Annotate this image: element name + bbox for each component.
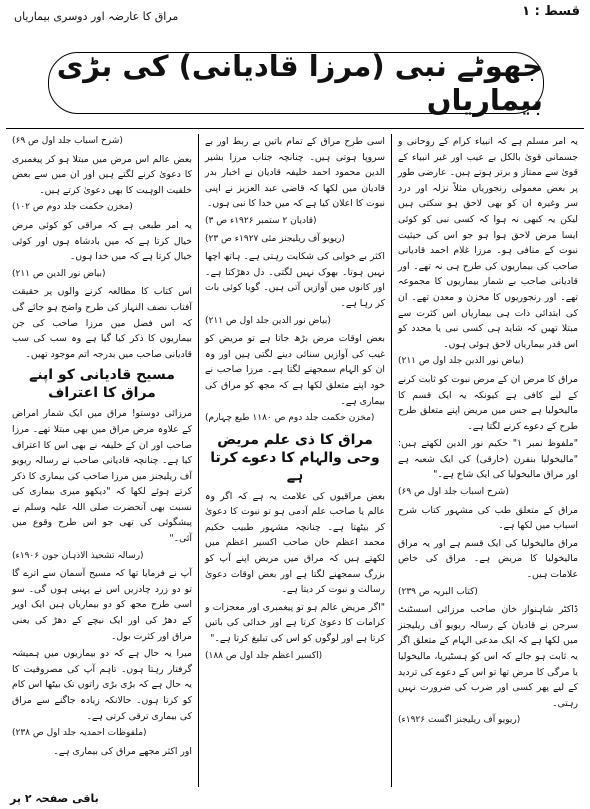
paragraph: مراق کے متعلق طب کی مشہور کتاب شرح اسباب میں لکھا ہے۔ [398,504,578,532]
paragraph: میرا یہ حال ہے کہ دو بیماریوں میں ہمیشہ گرفتار رہتا ہوں۔ تاہم آپ کی مصروفیت کا یہ حال ہے کہ بڑی بڑی راتوں تک بیٹھا اس کام کو کرتا ہوں۔ حالانکہ زیادہ جاگنے سے مراق کی بیماری ترقی کرتی ہے۔ [12,648,192,722]
citation: (قادیان ۲ ستمبر ۱۹۲۶ء ص ۳) [205,215,317,226]
citation: (مخزن حکمت جلد دوم ص ۱۱۸۰ طبع چہارم) [205,413,375,424]
article-columns [6,134,584,787]
section-heading: مسیح قادیانی کو اپنے مراق کا اعتراف [29,367,175,402]
paragraph: یہ امر مسلم ہے کہ انبیاء کرام کے روحانی و جسمانی قویٰ بالکل بے عیب اور غیر انبیاء کے قویٰ سے ممتاز و برتر ہوتے ہیں۔ عارضی طور پر بعض معمولی رنجوریاں مثلاً نزلہ اور درد سر وغیرہ ان کو بھی لاحق ہو سکتی ہیں لیکن یہ کبھی نہ ہوا کہ کسی نبی کو کوئی ایسا مرض لاحق ہوا ہو جو اس کی حیثیت نبوت کے منافی ہو۔ مرزا غلام احمد قادیانی صاحب کی بیماریوں کی طرح ہی نہ تھے۔ اور قادیانی صاحب بے شمار بیماریوں کا مجموعہ تھے۔ اور رنجوریوں کا مخزن و معدن تھے۔ ان کی ابتدائی ذات ہی بیماریاں اس کثرت سے مبتلا تھیں کہ شاید ہی کسی نبی یا مجدد کو اس قدر بیماریاں لاحق ہوئی ہوں۔ [398,136,578,350]
citation: (ملفوظات احمدیہ جلد اول ص ۲۳۸) [12,728,147,739]
paragraph: بعض عالم اس مرض میں مبتلا ہو کر پیغمبری کا دعویٰ کرنے لگتے ہیں اور ان میں سے بعض خلفیت الوہیت کا بھی دعویٰ کرتے ہیں۔ [12,153,192,196]
paragraph: "ملفوظ نمبر ۱" حکیم نور الدین لکھتے ہیں: "مالیخولیا بنفرن (خارقی) کی ایک شعبہ ہے اور مراق مالیخولیا کی ایک شاخ ہے۔" [398,438,578,481]
episode-label: قسط : ۱ [522,4,580,19]
series-title: مراق کا عارضہ اور دوسری بیماریاں [14,10,179,23]
citation: (شرح اسباب جلد اول ص ۶۹) [12,136,123,146]
column-middle [199,134,392,787]
paragraph: آپ نے فرمایا تھا کہ مسیح آسمان سے اترے گا تو دو زرد چادریں اس نے پہنی ہوں گی۔ سو اسی طرح مجھ کو دو بیماریاں ہیں ایک اوپر کے دھڑ کی اور ایک نیچے کے دھڑ کی یعنی مراق اور کثرت بول۔ [12,568,192,642]
paragraph: یہ امر طبعی ہے کہ مراقی کو کوئی مرض خیال کرتا ہے کہ میں بادشاہ ہوں اور کوئی خیال کرتا ہے کہ میں خدا ہوں۔ [12,219,192,263]
paragraph: اکثر بے خوابی کی شکایت رہتی ہے۔ ہاتھ اچھا نہیں ہوتا۔ بھوک نہیں لگتی۔ دل دھڑکتا ہے۔ اور کانوں میں آوازیں آتی ہیں۔ گویا کوئی بات کر رہا ہے۔ [205,251,385,309]
citation: (رسالہ تشحیذ الاذہان جون ۱۹۰۶ء) [12,550,144,561]
main-title: جھوٹے نبی (مرزا قادیانی) کی بڑی بیماریاں [56,49,543,117]
citation: (بیاض نور الدین جلد اول ص ۲۱۱) [205,315,331,326]
section-heading: مراق کا ذی علم مریض وحی والہام کا دعوے کرتا ہے [210,431,380,484]
paragraph: مراق کا مرض ان کے مرض نبوت کو ثابت کرنے کے لیے کافی ہے کیونکہ یہ ایک قسم کا مالیخولیا ہے جس میں مریض اپنے متعلق طرح طرح کے دعوے کرنے لگتا ہے۔ [398,373,578,432]
paragraph: اسی طرح مراق کے تمام باتیں بے ربط اور بے سروپا ہوتی ہیں۔ چنانچہ جناب مرزا بشیر الدین محمود احمد خلیفہ قادیان نے اخبار بدر قادیان میں لکھا کہ قاضی عبد العزیز نے اپنی نبوت کا اعلان کیا ہے کہ میں خدا کا نبی ہوں۔ [205,136,385,210]
citation: (مخزن حکمت جلد دوم ص ۱۰۲) [12,202,133,213]
paragraph: مرزائی دوستو! مراق میں ایک شمار امراض کے علاوہ مرض مراق میں بھی مبتلا تھے۔ مرزا صاحب اور ان کے خلیفہ نے بھی اس کا اعتراف کیا ہے۔ چنانچہ قادیانی صاحب نے رسالہ ریویو آف ریلیجنز میں مرزا صاحب کی بیماری کا ذکر کرتے ہوئے لکھا کہ "دیکھو میری بیماری کی نسبت بھی آنحضرت صلی اللہ علیہ وسلم نے پیشگوئی کی تھی جو اس طرح وقوع میں آئی۔" [12,408,192,545]
paragraph: ڈاکٹر شاہنواز خان صاحب مرزائی اسسٹنٹ سرجن نے قادیان کے رسالہ ریویو آف ریلیجنز میں لکھا ہے کہ ایک مدعی الہام کے متعلق اگر یہ ثابت ہو جائے کہ اس کو ہسٹیریا، مالیخولیا یا مرگی کا مرض تھا تو اس کے دعوے کی تردید کے لیے پھر کسی اور ضرب کی ضرورت نہیں رہتی۔ [398,604,578,709]
paragraph: بعض اوقات مرض بڑھ جاتا ہے تو مریض کو غیب کی آوازیں سنائی دینے لگتی ہیں اور وہ ان کو الہام سمجھنے لگتا ہے۔ مرزا صاحب نے خود اپنے متعلق لکھا ہے کہ مجھ کو مراق کی بیماری ہے۔ [205,333,385,407]
paragraph: اس کتاب کا مطالعہ کرنے والوں پر حقیقت آفتاب نصف النہار کی طرح واضح ہو جائے گی کہ اس فصل میں مرزا صاحب کی جن بیماریوں کا ذکر کیا گیا ہے وہ سب کی سب قادیانی صاحب میں بدرجہ اتم موجود تھیں۔ [12,286,192,360]
column-right [392,134,584,787]
title-divider [6,128,584,129]
paragraph: اور اکثر مجھے مراق کی بیماری ہے۔ [53,745,192,757]
citation: (بیاض نور الدین جلد اول ص ۲۱۱) [398,356,524,367]
citation: (شرح اسباب جلد اول ص ۶۹) [398,487,509,498]
paragraph: "اگر مریض عالم ہو تو پیغمبری اور معجزات و کرامات کا دعویٰ کرتا ہے اور خدائی کی باتیں کرتا ہے اور لوگوں کو اس کی تبلیغ کرتا ہے۔" [205,601,385,645]
citation: (کتاب البریہ ص ۲۳۹) [398,586,478,597]
main-title-box [48,49,544,117]
citation: (اکسیر اعظم جلد اول ص ۱۸۸) [205,650,323,661]
column-left [6,134,199,787]
paragraph: بعض مراقیوں کی علامت یہ ہے کہ اگر وہ عالم یا صاحب علم آدمی ہو تو نبوت کا دعویٰ کر بیٹھتا ہے۔ چنانچہ مشہور طبیب حکیم محمد اعظم خان صاحب اکسیر اعظم میں لکھتے ہیں کہ مراق میں مریض اپنے آپ کو بزرگ سمجھنے لگتا ہے اور بعض اوقات دعویٰ رسالت و نبوت کر دیتا ہے۔ [205,490,385,596]
citation: (ریویو آف ریلیجنز مئی ۱۹۲۷ء ص ۲۳) [205,233,345,244]
citation: (ریویو آف ریلیجنز اگست ۱۹۲۶ء) [398,715,521,726]
continued-label: باقی صفحہ ۲ پر [10,792,99,805]
paragraph: مراق مالیخولیا کی ایک قسم ہے اور یہ مراق مالیخولیا کا مریض ہے۔ مراق کی خاص علامات ہیں۔ [398,537,578,581]
citation: (بیاض نور الدین ص ۲۱۱) [12,268,106,279]
